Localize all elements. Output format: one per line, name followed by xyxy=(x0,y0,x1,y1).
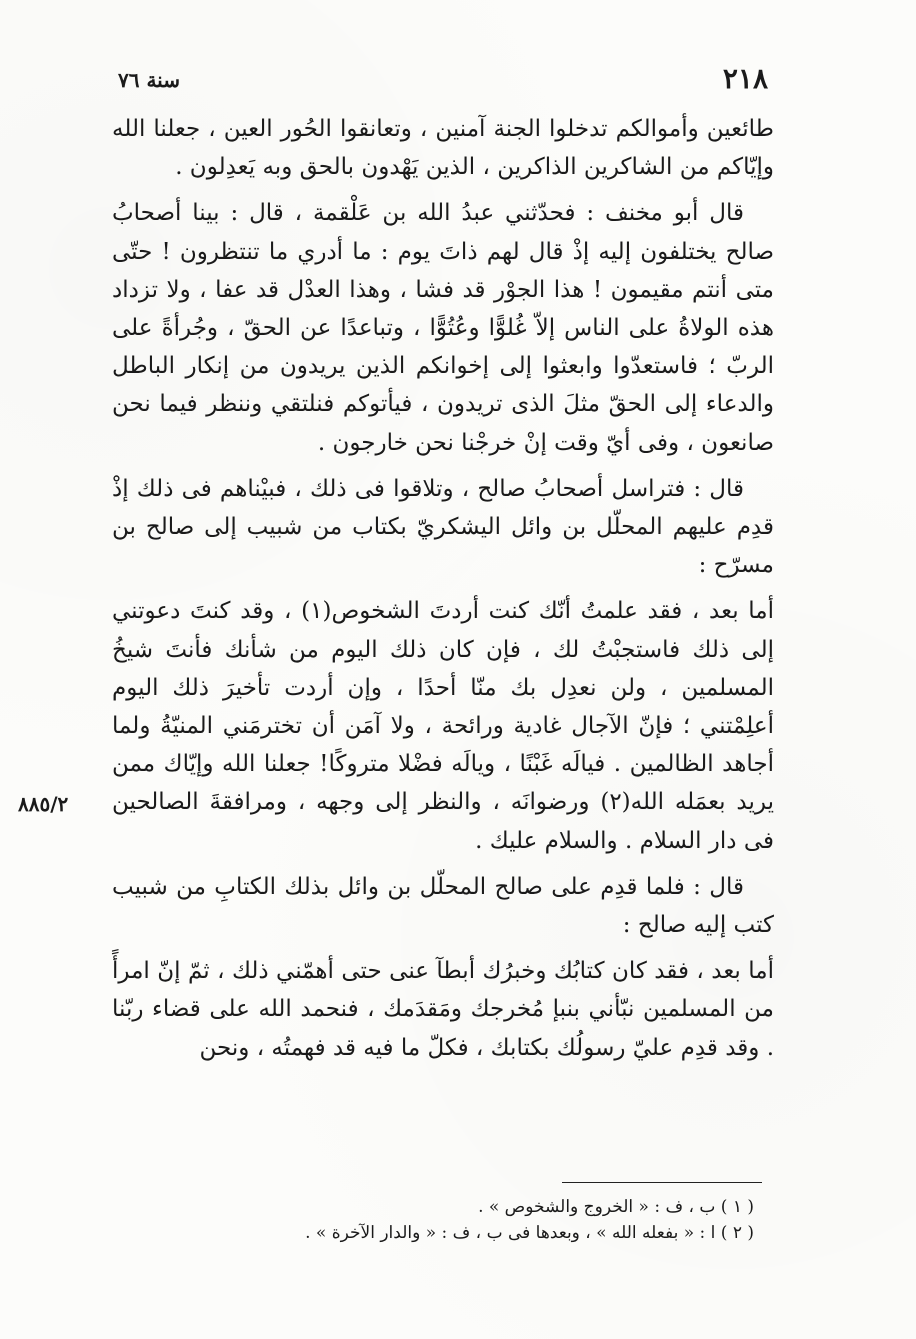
footnote-1: ( ١ ) ب ، ف : « الخروج والشخوص » . xyxy=(478,1197,754,1217)
footnote-divider xyxy=(562,1182,762,1183)
paragraph-5: قال : فلما قدِم على صالح المحلّل بن وائل بذلك الكتابِ من شبيب كتب إليه صالح : xyxy=(112,873,774,939)
main-text xyxy=(112,110,774,1067)
margin-reference: ٨٨٥/٢ xyxy=(18,792,69,816)
page-number: ٢١٨ xyxy=(722,62,768,95)
paragraph-2: قال أبو مخنف : فحدّثني عبدُ الله بن عَلْقمة ، قال : بينا أصحابُ صالح يختلفون إليه إذْ قال لهم ذاتَ يوم : ما أدري ما تنتظرون ! حتّى متى أنتم مقيمون ! هذا الجوْر قد فشا ، وهذا العدْل قد عفا ، ولا تزداد هذه الولاةُ على الناس إلاّ غُلوًّا وعُتُوًّا ، وتباعدًا عن الحقّ ، وجُرأةً على الربّ ؛ فاستعدّوا وابعثوا إلى إخوانكم الذين يريدون من إنكار الباطل والدعاء إلى الحقّ مثلَ الذى تريدون ، فيأتوكم فنلتقي وننظر فيما نحن صانعون ، وفى أيّ وقت إنْ خرجْنا نحن خارجون . xyxy=(112,200,774,456)
page-header xyxy=(118,62,768,102)
paragraph-3: قال : فتراسل أصحابُ صالح ، وتلاقوا فى ذلك ، فبيْناهم فى ذلك إذْ قدِم عليهم المحلّل بن وائل اليشكريّ بكتاب من شبيب إلى صالح بن مسرّح : xyxy=(112,475,774,579)
paragraph-1: طائعين وأموالكم تدخلوا الجنة آمنين ، وتعانقوا الحُور العين ، جعلنا الله وإيّاكم من الشاكرين الذاكرين ، الذين يَهْدون بالحق وبه يَعدِلون . xyxy=(112,116,774,181)
footnotes xyxy=(200,1194,754,1246)
footnote-2: ( ٢ ) ا : « بفعله الله » ، وبعدها فى ب ، ف : « والدار الآخرة » . xyxy=(305,1223,754,1243)
year-label: سنة ٧٦ xyxy=(118,68,180,92)
letter-shabib: أما بعد ، فقد علمتُ أنّك كنت أردتَ الشخوص(١) ، وقد كنتَ دعوتني إلى ذلك فاستجبْتُ لك ، فإن كان ذلك اليوم من شأنك فأنتَ شيخُ المسلمين ، ولن نعدِل بك منّا أحدًا ، وإن أردت تأخيرَ ذلك اليوم أعلِمْتني ؛ فإنّ الآجال غادية ورائحة ، ولا آمَن أن تخترمَني المنيّةُ ولما أجاهد الظالمين . فيالَه غَبْنًا ، ويالَه فضْلا متروكًا! جعلنا الله وإيّاك ممن يريد بعمَله الله(٢) ورضوانَه ، والنظر إلى وجهه ، ومرافقةَ الصالحين فى دار السلام . والسلام عليك . xyxy=(112,598,774,854)
letter-salih: أما بعد ، فقد كان كتابُك وخبرُك أبطآ عنى حتى أهمّني ذلك ، ثمّ إنّ امرأً من المسلمين نبّأني بنبإ مُخرجك ومَقدَمك ، فنحمد الله على قضاء ربّنا . وقد قدِم عليّ رسولُك بكتابك ، فكلّ ما فيه قد فهمتُه ، ونحن xyxy=(112,958,774,1061)
